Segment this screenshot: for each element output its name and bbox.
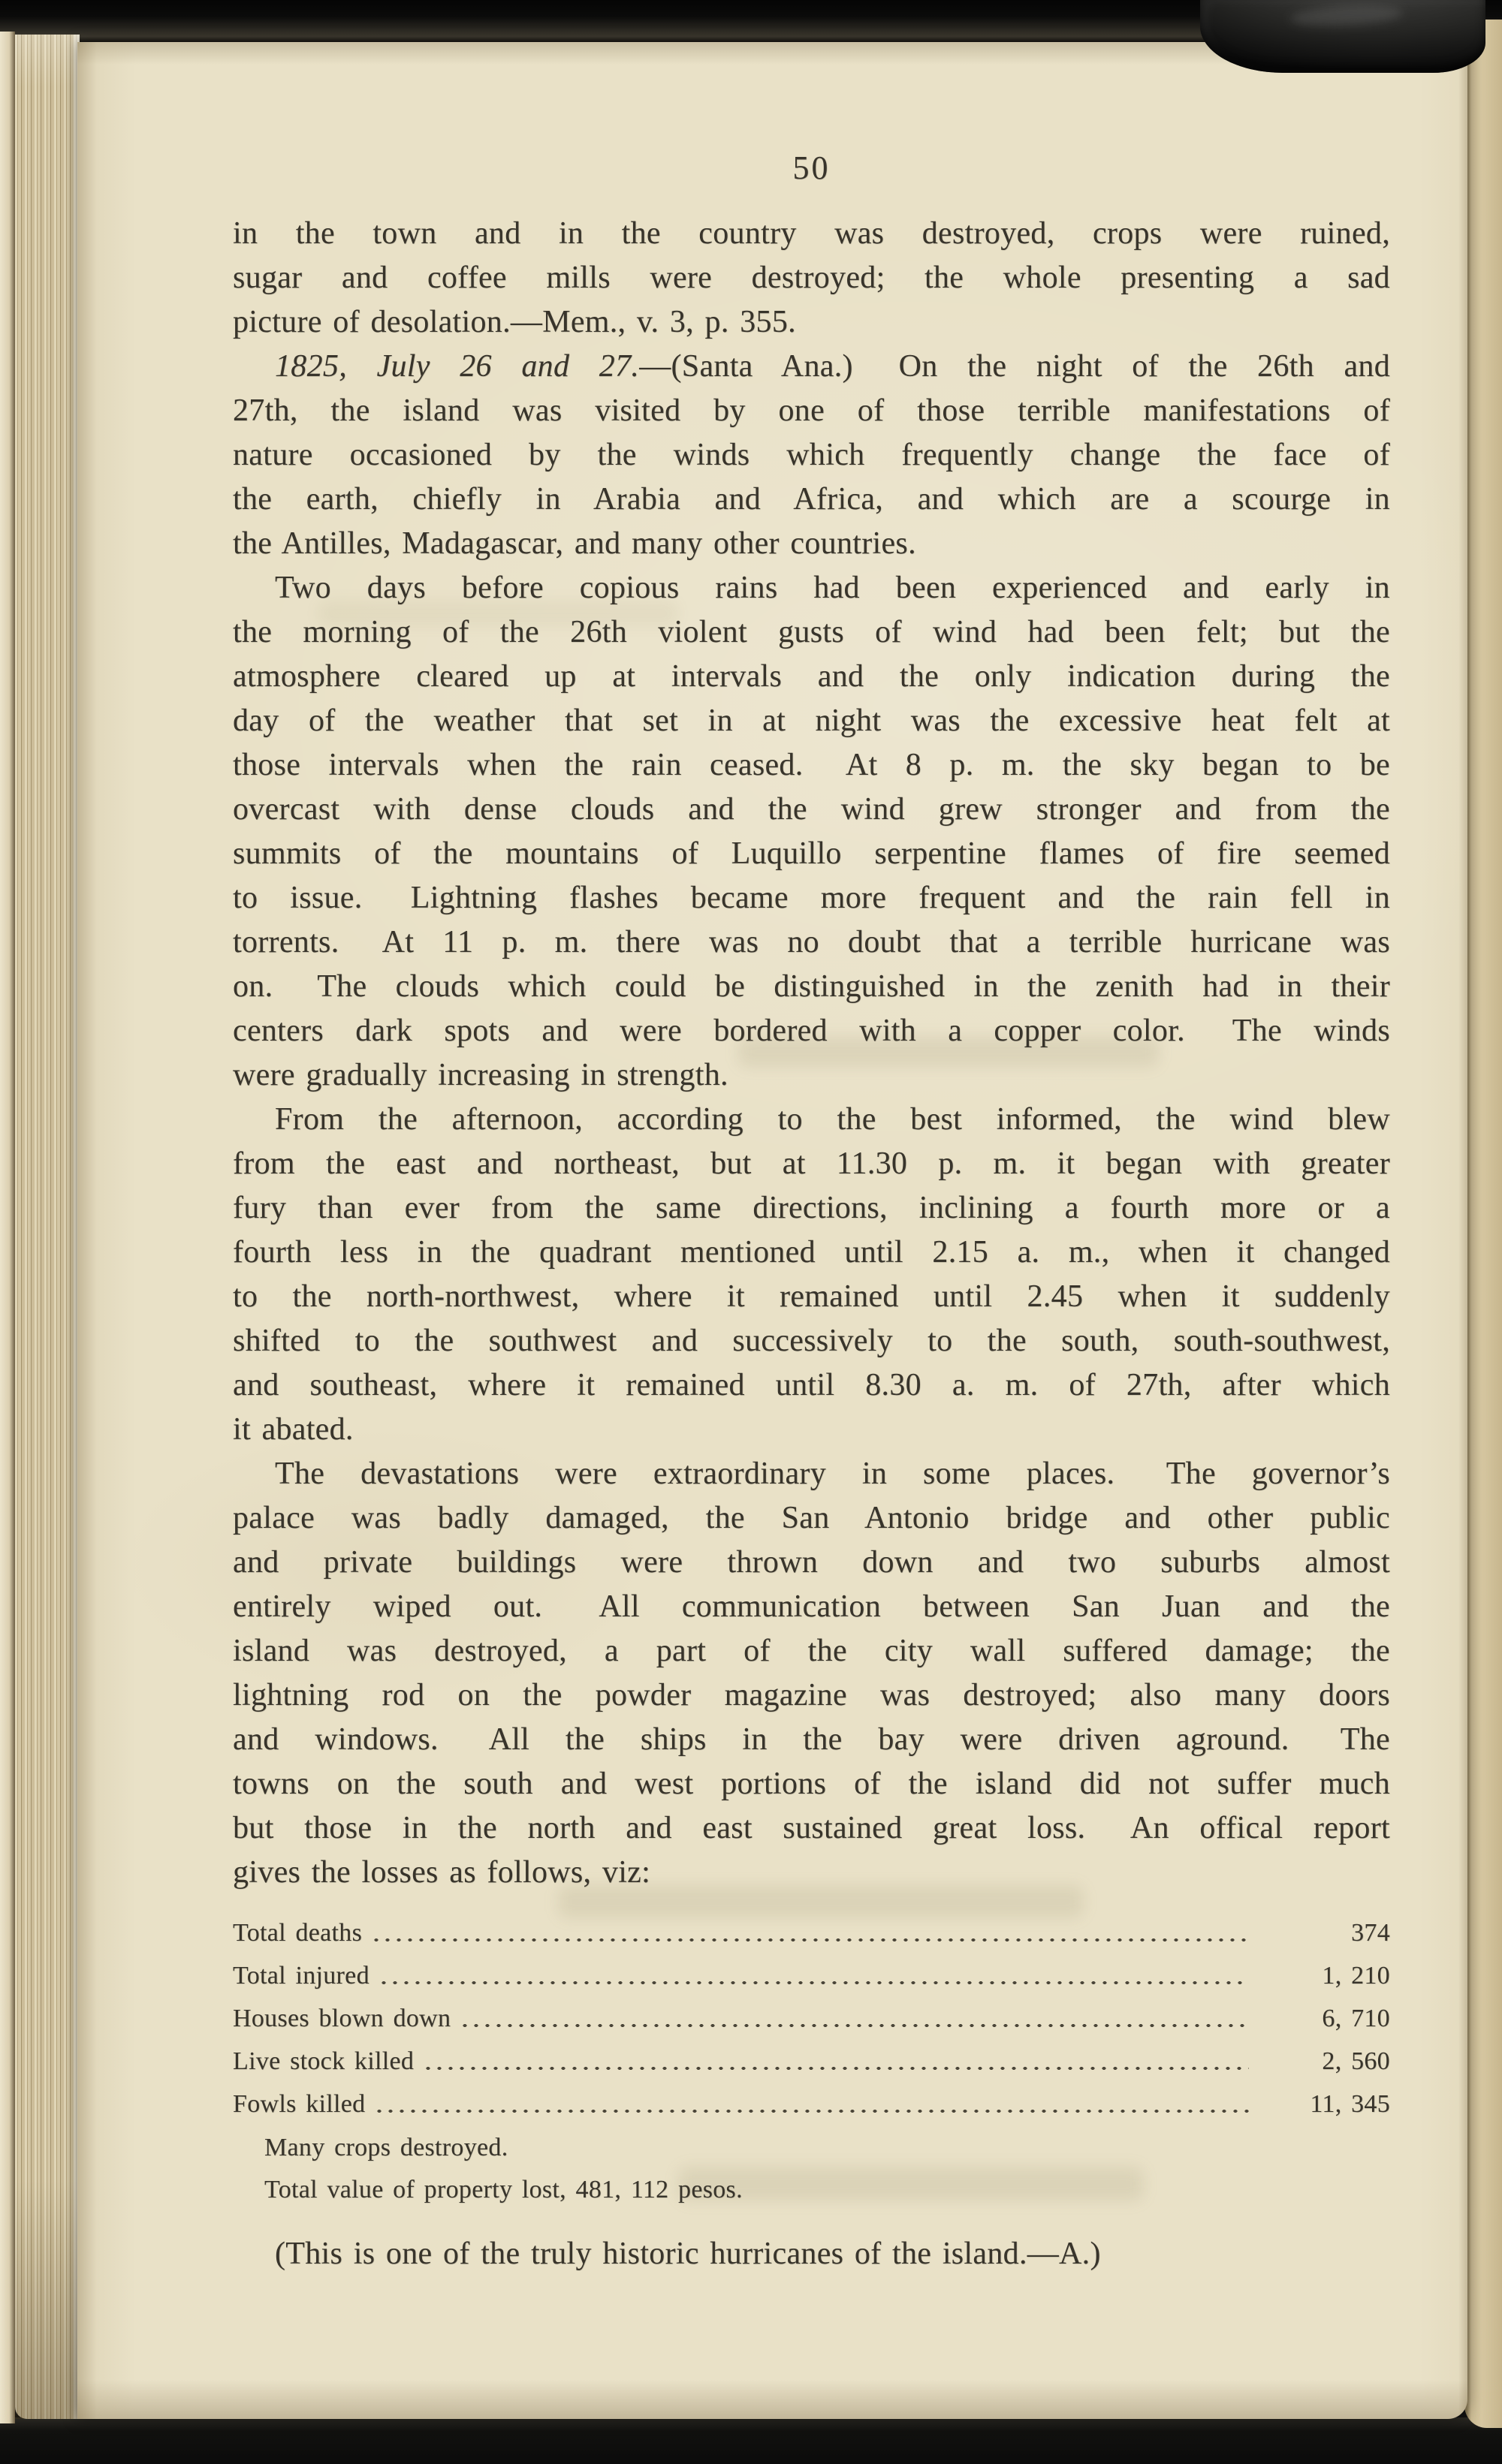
- adjacent-page-edge: [1464, 20, 1502, 2428]
- text-run: —(Santa Ana.) On the night of the 26th and: [639, 349, 1391, 384]
- text-line: [233, 699, 1390, 743]
- text-line: [233, 788, 1390, 832]
- leather-cover-fold: [1200, 0, 1485, 73]
- text-run: and windows. All the ships in the bay were driven aground. The: [233, 1722, 1390, 1757]
- text-run: nature occasioned by the winds which frequently change the face of: [233, 438, 1390, 472]
- paragraph: [233, 1452, 1390, 1895]
- text-line: [233, 1186, 1390, 1230]
- dotted-leader: [380, 1979, 1249, 1987]
- text-line: [233, 920, 1390, 965]
- text-line: [233, 1009, 1390, 1053]
- page-fore-edge-stack: [15, 35, 80, 2419]
- text-run: centers dark spots and were bordered with a copper color. The winds: [233, 1014, 1390, 1048]
- text-run: Two days before copious rains had been experienced and early in: [275, 571, 1390, 605]
- text-line: [233, 256, 1390, 300]
- text-line: [233, 1541, 1390, 1585]
- paragraph: [233, 345, 1390, 566]
- text-line: [233, 389, 1390, 433]
- date-italic: 1825, July 26 and 27.: [275, 349, 640, 384]
- text-run: day of the weather that set in at night was the excessive heat felt at: [233, 703, 1390, 738]
- text-run: fury than ever from the same directions, inclining a fourth more or a: [233, 1191, 1390, 1225]
- text-line: [233, 1496, 1390, 1541]
- text-run: shifted to the southwest and successively to the south, south-southwest,: [233, 1324, 1390, 1358]
- paragraph: [233, 566, 1390, 1098]
- text-run: picture of desolation.—Mem., v. 3, p. 355.: [233, 305, 796, 339]
- text-line: [233, 1673, 1390, 1718]
- text-line: [233, 1275, 1390, 1319]
- text-line: [233, 1806, 1390, 1851]
- text-line: [233, 1585, 1390, 1629]
- text-run: palace was badly damaged, the San Antonio bridge and other public: [233, 1501, 1390, 1535]
- loss-table: [233, 1911, 1390, 2125]
- table-row: [233, 2040, 1390, 2083]
- text-run: summits of the mountains of Luquillo serpentine flames of fire seemed: [233, 836, 1390, 871]
- text-line: [233, 345, 1390, 389]
- text-run: torrents. At 11 p. m. there was no doubt that a terrible hurricane was: [233, 925, 1390, 959]
- text-run: fourth less in the quadrant mentioned until 2.15 a. m., when it changed: [233, 1235, 1390, 1270]
- row-value: 6, 710: [1322, 2005, 1390, 2032]
- text-line: [233, 743, 1390, 788]
- note-line: Total value of property lost, 481, 112 pesos.: [264, 2176, 743, 2203]
- text-run: from the east and northeast, but at 11.30 p. m. it began with greater: [233, 1146, 1390, 1181]
- text-line: [233, 1230, 1390, 1275]
- page-number: 50: [792, 149, 831, 186]
- row-label: Live stock killed: [233, 2047, 415, 2075]
- body-text: [233, 212, 1390, 2276]
- text-line: [233, 1408, 1390, 1452]
- table-row: [233, 1997, 1390, 2040]
- text-line: [233, 965, 1390, 1009]
- text-run: sugar and coffee mills were destroyed; the whole presenting a sad: [233, 261, 1390, 295]
- dotted-leader: [424, 2065, 1249, 2072]
- text-line: [233, 1053, 1390, 1098]
- text-line: [233, 1762, 1390, 1806]
- row-label: Houses blown down: [233, 2005, 451, 2032]
- text-run: to the north-northwest, where it remained until 2.45 when it suddenly: [233, 1279, 1390, 1314]
- text-line: [233, 212, 1390, 256]
- left-page-sliver: [0, 32, 15, 2423]
- text-run: entirely wiped out. All communication between San Juan and the: [233, 1589, 1390, 1624]
- text-run: gives the losses as follows, viz:: [233, 1855, 651, 1890]
- row-value: 11, 345: [1310, 2090, 1390, 2118]
- row-value: 374: [1351, 1919, 1390, 1947]
- table-row: [233, 1911, 1390, 1954]
- text-run: From the afternoon, according to the best informed, the wind blew: [275, 1102, 1390, 1137]
- text-run: in the town and in the country was destroyed, crops were ruined,: [233, 216, 1390, 251]
- text-run: the Antilles, Madagascar, and many other countries.: [233, 526, 916, 561]
- paragraph: [233, 1098, 1390, 1452]
- paragraph: [233, 212, 1390, 345]
- text-run: and southeast, where it remained until 8.30 a. m. of 27th, after which: [233, 1368, 1390, 1402]
- paragraphs: [233, 212, 1390, 1895]
- text-line: [233, 477, 1390, 522]
- text-line: [233, 876, 1390, 920]
- closing-line: (This is one of the truly historic hurricanes of the island.—A.): [275, 2237, 1101, 2271]
- text-run: atmosphere cleared up at intervals and the only indication during the: [233, 659, 1390, 694]
- book-page: [77, 42, 1467, 2419]
- text-line: [233, 655, 1390, 699]
- text-run: lightning rod on the powder magazine was destroyed; also many doors: [233, 1678, 1390, 1712]
- book-cover-bottom-edge: [0, 2417, 1502, 2464]
- text-line: [233, 1629, 1390, 1673]
- text-run: those intervals when the rain ceased. At 8 p. m. the sky began to be: [233, 748, 1390, 782]
- text-line: [233, 610, 1390, 655]
- text-line: [233, 1098, 1390, 1142]
- text-run: and private buildings were thrown down and two suburbs almost: [233, 1545, 1390, 1580]
- text-run: The devastations were extraordinary in some places. The governor’s: [275, 1456, 1390, 1491]
- text-line: [233, 1851, 1390, 1895]
- text-run: towns on the south and west portions of the island did not suffer much: [233, 1767, 1390, 1801]
- text-line: [233, 566, 1390, 610]
- table-notes: [233, 2127, 1390, 2211]
- text-run: to issue. Lightning flashes became more frequent and the rain fell in: [233, 881, 1390, 915]
- dotted-leader: [376, 2107, 1249, 2115]
- row-label: Total injured: [233, 1962, 369, 1990]
- text-run: island was destroyed, a part of the city wall suffered damage; the: [233, 1634, 1390, 1668]
- text-line: [233, 1363, 1390, 1408]
- text-line: [233, 1452, 1390, 1496]
- row-label: Fowls killed: [233, 2090, 366, 2118]
- row-value: 2, 560: [1322, 2047, 1390, 2075]
- text-run: 27th, the island was visited by one of those terrible manifestations of: [233, 393, 1390, 428]
- text-run: overcast with dense clouds and the wind grew stronger and from the: [233, 792, 1390, 827]
- row-label: Total deaths: [233, 1919, 363, 1947]
- text-line: [233, 1319, 1390, 1363]
- text-line: [233, 300, 1390, 345]
- dotted-leader: [372, 1936, 1249, 1944]
- text-line: [233, 832, 1390, 876]
- text-run: the earth, chiefly in Arabia and Africa, and which are a scourge in: [233, 482, 1390, 517]
- note-line: Many crops destroyed.: [264, 2134, 508, 2161]
- text-run: it abated.: [233, 1412, 354, 1447]
- text-run: on. The clouds which could be distinguished in the zenith had in their: [233, 969, 1390, 1004]
- text-line: [233, 433, 1390, 477]
- table-row: [233, 1954, 1390, 1997]
- text-run: were gradually increasing in strength.: [233, 1058, 728, 1092]
- text-line: [233, 1142, 1390, 1186]
- dotted-leader: [461, 2022, 1249, 2029]
- text-line: [233, 522, 1390, 566]
- row-value: 1, 210: [1322, 1962, 1390, 1990]
- text-run: the morning of the 26th violent gusts of wind had been felt; but the: [233, 615, 1390, 649]
- table-row: [233, 2083, 1390, 2125]
- page-content: [77, 42, 1467, 2419]
- text-run: but those in the north and east sustained great loss. An offical report: [233, 1811, 1390, 1845]
- text-line: [233, 1718, 1390, 1762]
